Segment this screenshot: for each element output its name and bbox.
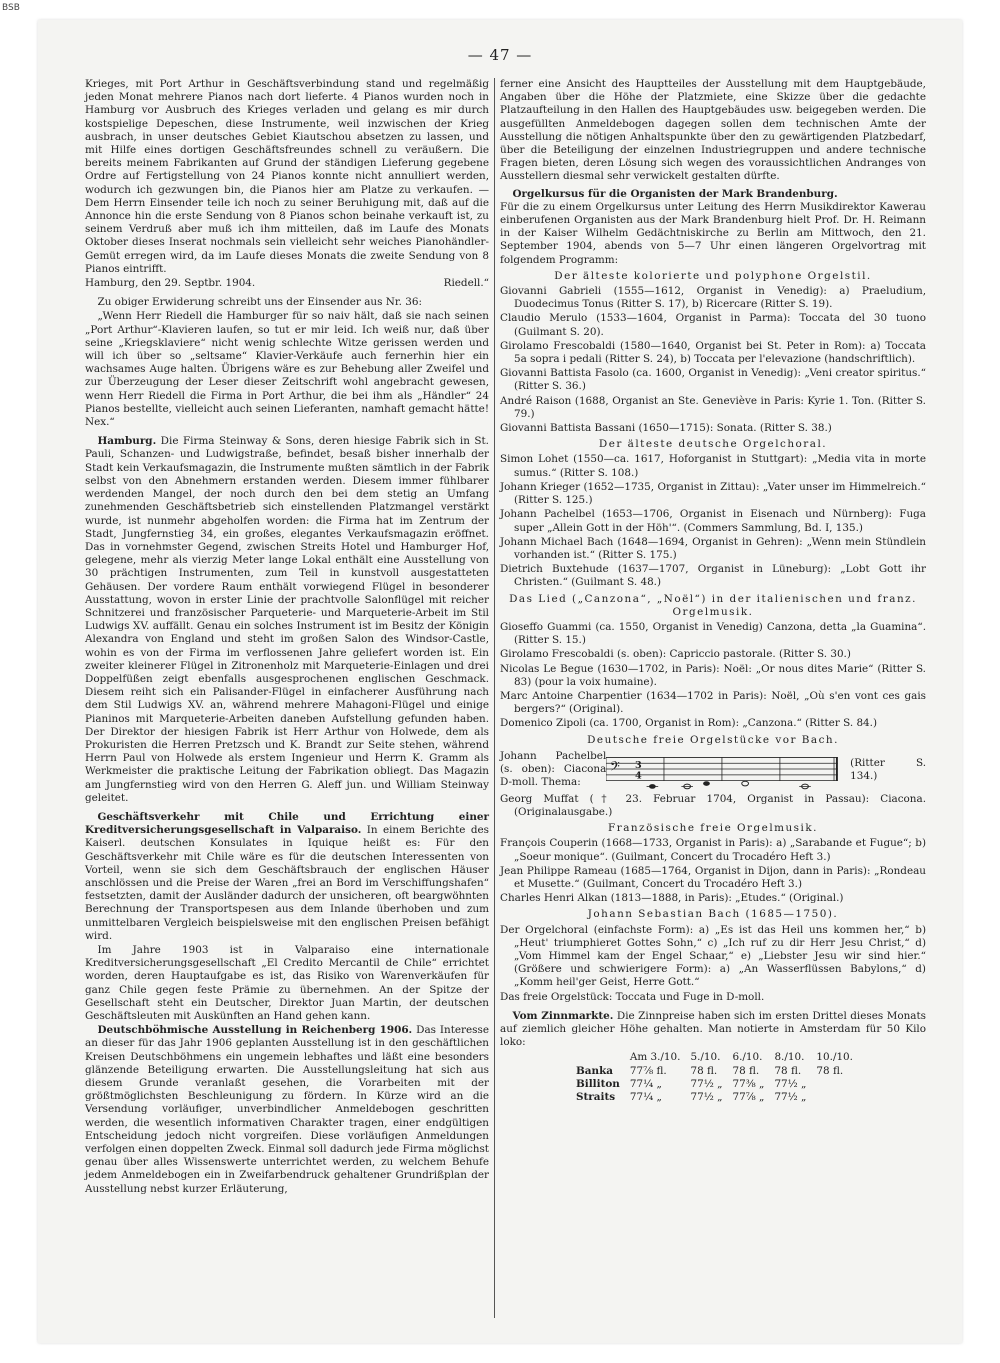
program-entry: Girolamo Frescobaldi (s. oben): Capriccio pastorale. (Ritter S. 30.) xyxy=(500,648,851,661)
pachelbel-reference: (Ritter S. 134.) xyxy=(850,756,927,782)
table-header-cell: 10./10. xyxy=(816,1051,853,1064)
program-entry: Charles Henri Alkan (1813—1888, in Paris): „Etudes.“ (Original.) xyxy=(500,892,844,905)
table-cell: 77¼ „ xyxy=(629,1091,662,1104)
svg-text:𝄢: 𝄢 xyxy=(610,758,621,777)
section-1-list xyxy=(500,285,926,435)
program-entry: André Raison (1688, Organist an Ste. Geneviève in Paris: Kyrie 1. Ton. (Ritter S. 79.) xyxy=(500,394,926,420)
pachelbel-label: Johann Pachelbel (s. oben): Ciacona D-moll. Thema: xyxy=(500,749,607,789)
chile-article xyxy=(85,811,489,943)
reply-intro: Zu obiger Erwiderung schreibt uns der Einsender aus Nr. 36: xyxy=(97,296,422,309)
section-5-list xyxy=(500,837,926,905)
library-mark: BSB xyxy=(2,3,20,13)
table-cell: 77½ „ xyxy=(690,1091,723,1104)
table-cell: 77½ „ xyxy=(774,1091,807,1104)
table-row xyxy=(576,1091,863,1104)
hamburg-body: Die Firma Steinway & Sons, deren hiesige Fabrik sich in St. Pauli, Schanzen- und Ludwigstraße, befindet, besaß bisher innerhalb der Stadt kein Verkaufsmagazin, die Instrumente mußten sämtlich in der Fabrik selbst von den Abnehmern erstanden werden. Diesem immer fühlbarer werdenden Mangel, der noch durch den bei dem stetig an Umfang zunehmenden Geschäftsbetrieb sich einstellenden Platzmangel verstärkt wurde, ist nunmehr abgeholfen worden: die Firma hat im Zentrum der Stadt, Jungfernstieg 34, ein großes, elegantes Verkaufsmagazin eröffnet. Das in vornehmster Gegend, zwischen Streits Hotel und Hamburger Hof, gelegene, mehr als vierzig Meter lange Lokal enthält eine Ausstellung von 30 prächtigen Instrumenten, zum Teil in kunstvoll ausgestatteten Gehäusen. Der vordere Raum enthält vorwiegend Flügel in besonderer Ausstattung, wovon in erster Linie der prachtvolle Salonflügel mit reicher Schnitzerei und französischer Parqueterie- und Marqueterie-Arbeit im Stil Ludwigs XV. auffällt. Genau ein solches Instrument ist im Besitz der Königin Alexandra von England und steht im großen Salon des Windsor-Castle, wohin es von der Firma im verflossenen Jahre geliefert worden ist. Ein zweiter kleinerer Flügel in Zitronenholz mit Marqueterie-Einlagen und drei Doppelfüßen zeigt ebenfalls ausgesprochenen englischen Geschmack. Diesem reiht sich ein Palisander-Flügel in einfacherer Ausführung nach dem Stil Ludwigs XV. an, während mehrere Mahagoni-Flügel und einige Pianinos mit Marqueterie-Arbeiten daneben Aufstellung gefunden haben. Der Direktor der hiesigen Fabrik ist Herr Arthur von Holwede, dem als Prokuristen die Herren Pretzsch und K. Brandt zur Seite stehen, während Herrn Paul von Holwede als erstem Ingenieur und Herrn K. Gramm als Werkmeister die praktische Leitung der Fabrikation obliegt. Das Magazin am Jungfernstieg wird von den Herren G. Aleff jun. und William Steinway geleitet. xyxy=(85,435,489,804)
exhibition-continued: ferner eine Ansicht des Hauptteiles der Ausstellung mit dem Hauptgebäude, Angaben über die Höhe der Platzmiete, eine Skizze über die gedachte Platzaufteilung in den Hallen des Hauptgebäudes usw. beigegeben werden. Die ausgefüllten Anmeldebogen dagegen sollen dem technischen Amte der Ausstellung die nötigen Anhaltspunkte über den zu gewärtigenden Platzbedarf, über die Beteiligung der einzelnen Industriegruppen und andere technische Fragen bieten, deren Lösung sich wegen des voraussichtlichen Andranges von Ausstellern diesmal sehr verwickelt gestalten dürfte. xyxy=(500,78,926,183)
program-entry: Georg Muffat († 23. Februar 1704, Organist in Passau): Ciacona. (Originalausgabe.) xyxy=(500,792,926,818)
program-entry: Simon Lohet (1550—ca. 1617, Hoforganist in Stuttgart): „Media vita in morte sumus.“ (Ritter S. 108.) xyxy=(500,453,926,479)
music-staff-image xyxy=(606,749,838,791)
table-cell: 77½ „ xyxy=(690,1077,723,1090)
row-label: Billiton xyxy=(576,1077,620,1090)
table-cell: 78 fl. xyxy=(690,1064,718,1077)
chile-body: In einem Berichte des Kaiserl. deutschen Konsulates in Iquique heißt es: Für den Geschäftsverkehr mit Chile wäre es für die deutschen Interessenten von Vorteil, wenn sie sich dem Geschäftsbrauch der englischen Häuser anschlössen und die Preise der Waren „frei an Bord im Verschiffungshafen“ festsetzten, damit der Ausländer dadurch der unsicheren, oft beargwöhnten Berechnung der Transportspesen aus dem Inlande überhoben und zum unmittelbaren Vergleich beispielsweise mit den englischen Preisen befähigt wird. xyxy=(85,824,490,942)
signature-place-date: Hamburg, den 29. Septbr. 1904. xyxy=(85,277,256,290)
reichenberg-article xyxy=(85,1024,489,1196)
pachelbel-theme xyxy=(500,749,926,791)
hamburg-heading: Hamburg. xyxy=(97,435,157,448)
reichenberg-heading: Deutschböhmische Ausstellung in Reichenberg 1906. xyxy=(97,1024,413,1037)
signature-name: Riedell.“ xyxy=(443,277,489,290)
table-cell: 78 fl. xyxy=(816,1064,844,1077)
letter-signature xyxy=(85,277,489,290)
hamburg-article xyxy=(85,435,489,805)
riedell-letter: Krieges, mit Port Arthur in Geschäftsverbindung stand und regelmäßig jeden Monat mehrere Pianos nach dort lieferte. 4 Pianos wurden noch in Hamburg vor Ausbruch des Krieges verladen und gelang es mir durch kostspielige Depeschen, diese Instrumente, weil inzwischen der Krieg ausbrach, in unser deutsches Gebiet Kiautschou absetzen zu lassen, und mit Hilfe eines dortigen Geschäftsfreundes schnell zu veräußern. Die bereits meinem Fabrikanten auf Grund der ständigen Lieferung gegebene Ordre auf Fertigstellung von 24 Pianos konnte nicht annulliert werden, wodurch ich gezwungen bin, die Pianos hier am Platze zu verkaufen. — Dem Herrn Einsender teile ich noch zu seiner Beruhigung mit, daß auf die Annonce hin die erste Sendung von 8 Pianos schon beinahe verkauft ist, zu seinem Verdruß aber muß ich ihm mitteilen, daß im Laufe des Monats Oktober dieses Inserat nochmals sein vielleicht sehr weiches Pianohändler-Gemüt erregen wird, da im Laufe dieses Monats die zweite Sendung von 8 Pianos eintrifft. xyxy=(85,78,489,275)
orgel-heading: Orgelkursus für die Organisten der Mark Brandenburg. xyxy=(512,187,838,200)
table-cell xyxy=(816,1091,863,1104)
table-header-row xyxy=(576,1051,863,1064)
orgel-body: Für die zu einem Orgelkursus unter Leitung des Herrn Musikdirektor Kawerau einberufenen Organisten aus der Mark Brandenburg hielt Prof. Dr. H. Reimann in der Kaiser Wilhelm Gedächtniskirche zu Berlin am Mittwoch, den 21. September 1904, abends von 5—7 Uhr einen längeren Orgelvortrag mit folgendem Programm: xyxy=(500,200,926,266)
table-row xyxy=(576,1065,863,1078)
program-entry: Domenico Zipoli (ca. 1700, Organist in Rom): „Canzona.“ (Ritter S. 84.) xyxy=(500,717,878,730)
program-entry: Claudio Merulo (1533—1604, Organist in Parma): Toccata del 30 tuono (Guilmant S. 20). xyxy=(500,312,926,338)
program-entry: Girolamo Frescobaldi (1580—1640, Organist bei St. Peter in Rom): a) Toccata 5a sopra i pedali (Ritter S. 24), b) Toccata per l'elevazione (handschriftlich). xyxy=(500,339,926,366)
program-entry: Giovanni Battista Bassani (1650—1715): Sonata. (Ritter S. 38.) xyxy=(500,422,832,435)
table-header-cell: 8./10. xyxy=(774,1051,805,1064)
section-heading-1: Der älteste kolorierte und polyphone Orgelstil. xyxy=(554,269,872,282)
program-entry: Dietrich Buxtehude (1637—1707, Organist in Lüneburg): „Lobt Gott ihr Christen.“ (Guilmant S. 48.) xyxy=(500,563,926,589)
program-entry: Gioseffo Guammi (ca. 1550, Organist in Venedig) Canzona, detta „la Guamina“. (Ritter S. 15.) xyxy=(500,620,926,647)
column-divider xyxy=(494,78,495,1318)
section-3-list xyxy=(500,621,926,731)
chile-heading: Geschäftsverkehr mit Chile und Errichtung einer Kreditversicherungsgesellschaft in Valparaiso. xyxy=(85,810,489,837)
section-heading-2: Der älteste deutsche Orgelchoral. xyxy=(598,438,828,451)
table-row xyxy=(576,1078,863,1091)
zinn-heading: Vom Zinnmarkte. xyxy=(512,1009,614,1022)
program-entry: Der Orgelchoral (einfachste Form): a) „Es ist das Heil uns kommen her,“ b) „Heut' triumphieret Gottes Sohn,“ c) „Ich ruf zu dir Herr Jesu Christ,“ d) „Vom Himmel kam der Engel Schaar,“ e) „Liebster Jesu wir sind hier.“ (Größere und schwierigere Form): a) „An Wasserflüssen Babylons,“ d) „Komm heil'ger Geist, Herre Gott.“ xyxy=(500,923,926,989)
program-entry: Giovanni Battista Fasolo (ca. 1600, Organist in Venedig): „Veni creator spiritus.“ (Ritter S. 36.) xyxy=(500,367,926,393)
table-cell: 77½ „ xyxy=(774,1077,807,1090)
zinn-body: Die Zinnpreise haben sich im ersten Drittel dieses Monats auf ziemlich gleicher Höhe gehalten. Man notierte in Amsterdam für 50 Kilo loko: xyxy=(500,1009,926,1049)
table-header-cell: 5./10. xyxy=(690,1051,721,1064)
table-header-cell xyxy=(576,1051,630,1064)
program-entry: Marc Antoine Charpentier (1634—1702 in Paris): Noël, „Où s'en vont ces gais bergers?“ (Original). xyxy=(500,689,926,716)
table-cell xyxy=(816,1078,863,1091)
program-entry: François Couperin (1668—1733, Organist in Paris): a) „Sarabande et Fugue“; b) „Soeur monique“. (Guilmant, Concert du Trocadéro Heft 3.) xyxy=(500,837,926,863)
table-cell: 77⅜ „ xyxy=(732,1077,765,1090)
program-entry: Johann Krieger (1652—1735, Organist in Zittau): „Vater unser im Himmelreich.“ (Ritter S. 125.) xyxy=(500,480,926,507)
zinn-article xyxy=(500,1010,926,1050)
program-entry: Das freie Orgelstück: Toccata und Fuge in D-moll. xyxy=(500,990,765,1003)
program-entry: Johann Pachelbel (1653—1706, Organist in Eisenach und Nürnberg): Fuga super „Allein Gott in der Höh'“. (Commers Sammlung, Bd. I, 135.) xyxy=(500,508,926,534)
tin-price-table xyxy=(576,1051,863,1104)
chile-body-2: Im Jahre 1903 ist in Valparaiso eine internationale Kreditversicherungsgesellschaft „El Credito Mercantil de Chile“ errichtet worden, deren Hauptaufgabe es ist, das Risiko von Warenverkäufen für ganz Chile gegen feste Prämie zu übernehmen. An der Spitze der Gesellschaft steht ein Deutscher, Direktor Juan Martin, der deutschen Geschäftsleuten mit Auskünften an Hand gehen kann. xyxy=(85,944,489,1023)
program-entry: Jean Philippe Rameau (1685—1764, Organist in Dijon, dann in Paris): „Rondeau et Musette.“ (Guilmant, Concert du Trocadéro Heft 3.) xyxy=(500,864,926,890)
row-label: Straits xyxy=(576,1091,616,1104)
table-cell: 78 fl. xyxy=(732,1064,760,1077)
reply-text: „Wenn Herr Riedell die Hamburger für so naiv hält, daß sie nach seinen „Port Arthur“-Klavieren laufen, so tut er mir leid. Ich weiß nur, daß über seine „Kriegsklaviere“ nicht wenig schlechte Witze gerissen werden und will ich über so „seltsame“ Klavier-Verkäufe auch fernerhin hier ein wachsames Auge halten. Übrigens wäre es zur Behebung aller Zweifel und zur Überzeugung der Leser dieser Zeitschrift wohl angebracht gewesen, wenn Herr Riedell die Firma in Port Arthur, die bei ihm als „Händler“ 24 Pianos bestellte, vielleicht auch seinen Lieferanten, namhaft gemacht hätte! Nex.“ xyxy=(85,310,489,429)
table-header-cell: Am 3./10. xyxy=(629,1051,681,1064)
section-6-list xyxy=(500,924,926,1004)
table-cell: 77⅞ fl. xyxy=(629,1064,667,1077)
orgel-article xyxy=(500,188,926,267)
program-entry: Giovanni Gabrieli (1555—1612, Organist in Venedig): a) Praeludium, Duodecimus Tonus (Ritter S. 17), b) Ricercare (Ritter S. 19). xyxy=(500,285,926,311)
svg-text:4: 4 xyxy=(635,770,642,782)
table-cell: 77⅞ „ xyxy=(732,1091,765,1104)
section-heading-3: Das Lied („Canzona“, „Noël“) in der italienischen und franz. Orgelmusik. xyxy=(509,592,917,618)
right-column xyxy=(500,78,926,1104)
row-label: Banka xyxy=(576,1064,614,1077)
section-heading-4: Deutsche freie Orgelstücke vor Bach. xyxy=(587,733,839,746)
table-header-cell: 6./10. xyxy=(732,1051,763,1064)
program-entry: Nicolas Le Begue (1630—1702, in Paris): Noël: „Or nous dites Marie“ (Ritter S. 83) (pour la voix humaine). xyxy=(500,662,926,688)
section-heading-5: Französische freie Orgelmusik. xyxy=(608,822,818,835)
left-column xyxy=(85,78,489,1197)
program-entry: Johann Michael Bach (1648—1694, Organist in Gehren): „Wenn mein Stündlein vorhanden ist.“ (Ritter S. 175.) xyxy=(500,535,926,561)
table-cell: 78 fl. xyxy=(774,1064,802,1077)
table-cell: 77¼ „ xyxy=(629,1077,662,1090)
section-2-list xyxy=(500,453,926,589)
reichenberg-body: Das Interesse an dieser für das Jahr 1906 geplanten Ausstellung ist in den geschäftlichen Kreisen Deutschböhmens ein ungemein lebhaftes und läßt eine besonders glänzende Beteiligung erwarten. Die Ausstellungsleitung hat sich aus diesem Grunde veranlaßt gesehen, die Vorarbeiten mit der größtmöglichsten Beschleunigung zu fördern. In Kürze wird an die Versendung vorläufiger, unverbindlicher Anmeldebogen geschritten werden, die wesentlich informativen Charakter tragen, einer endgültigen Entscheidung jedoch nicht vorgreifen. Diese vorläufigen Anmeldungen verfolgen einen doppelten Zweck. Einmal soll dadurch jede Firma möglichst genau über alles Wissenswerte unterrichtet werden, zu welchem Behufe jedem Anmeldebogen ein in Zweifarbendruck gehaltener Grundrißplan der Ausstellung nebst kurzer Erläuterung, xyxy=(85,1024,489,1195)
section-heading-6: Johann Sebastian Bach (1685—1750). xyxy=(587,908,839,921)
svg-text:3: 3 xyxy=(635,759,642,771)
page-number: — 47 — xyxy=(467,46,533,64)
